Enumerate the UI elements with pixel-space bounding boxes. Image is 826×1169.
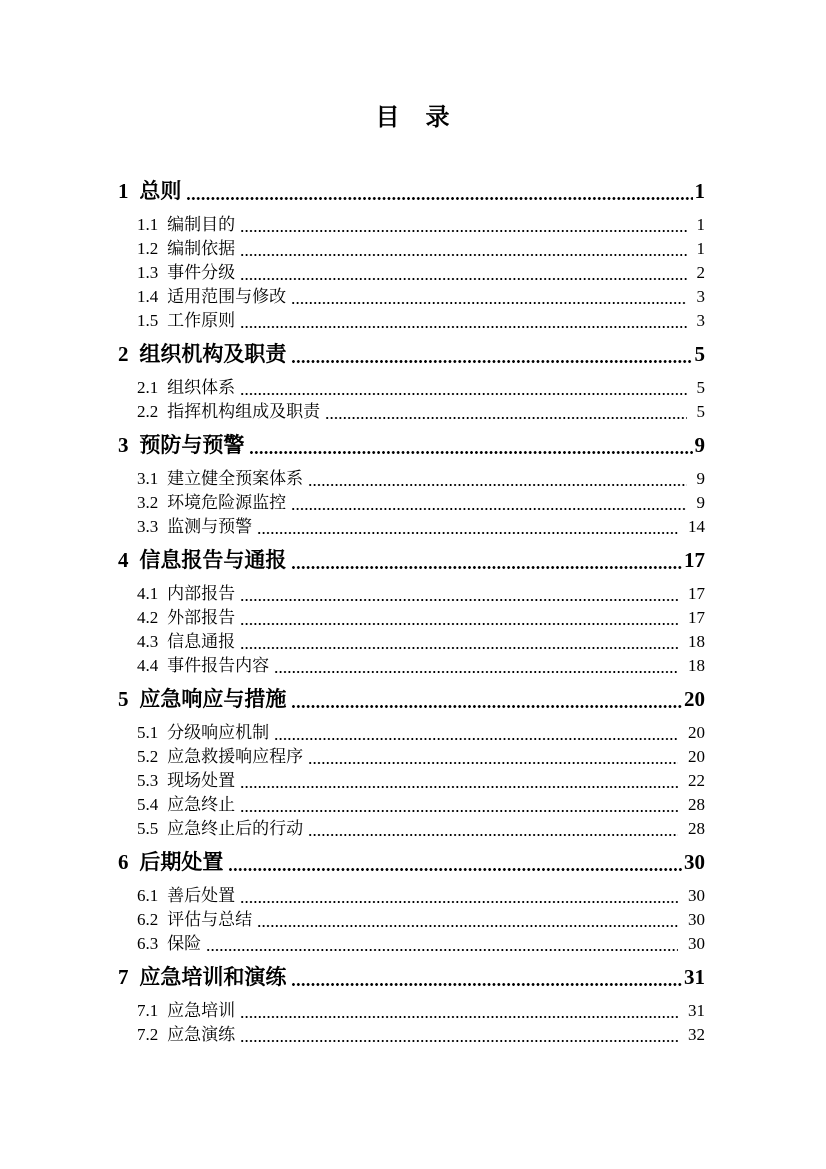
toc-item-number: 5.4	[137, 794, 159, 814]
toc-subentry-row[interactable]	[118, 285, 705, 309]
toc-section-row[interactable]	[118, 178, 705, 205]
dot-leader-icon	[240, 606, 678, 630]
dot-leader-icon	[240, 884, 678, 908]
dot-leader-icon	[274, 721, 678, 745]
toc-item-label: 建立健全预案体系	[167, 468, 304, 488]
toc-item-number: 5	[118, 687, 129, 711]
toc-item-label: 应急培训和演练	[139, 965, 287, 989]
toc-item-label: 监测与预警	[167, 516, 253, 536]
toc-subentry-row[interactable]	[118, 817, 705, 841]
toc-item-label: 现场处置	[167, 770, 236, 790]
toc-item-page: 5	[696, 401, 705, 421]
toc-item-label: 工作原则	[167, 310, 236, 330]
toc-item-page: 18	[688, 631, 705, 651]
dot-leader-icon	[274, 654, 678, 678]
dot-leader-icon	[291, 491, 686, 515]
toc-subentry-row[interactable]	[118, 213, 705, 237]
toc-item-page: 20	[688, 746, 705, 766]
toc-item-label: 总则	[139, 179, 182, 203]
toc-item-number: 2	[118, 342, 129, 366]
toc-item-number: 4.4	[137, 655, 159, 675]
toc-item-number: 3	[118, 433, 129, 457]
toc-item-page: 1	[696, 214, 705, 234]
toc-item-number: 1.5	[137, 310, 159, 330]
toc-item-label: 信息报告与通报	[139, 548, 287, 572]
toc-item-label: 外部报告	[167, 607, 236, 627]
toc-item-label: 应急响应与措施	[139, 687, 287, 711]
toc-item-label: 善后处置	[167, 885, 236, 905]
toc-subentry-row[interactable]	[118, 745, 705, 769]
toc-section-row[interactable]	[118, 964, 705, 991]
toc-subentry-row[interactable]	[118, 261, 705, 285]
toc-item-page: 18	[688, 655, 705, 675]
toc-subentry-row[interactable]	[118, 908, 705, 932]
dot-leader-icon	[291, 285, 686, 309]
toc-item-number: 3.2	[137, 492, 159, 512]
dot-leader-icon	[228, 849, 682, 876]
toc-subentry-row[interactable]	[118, 606, 705, 630]
toc-subentry-row[interactable]	[118, 1023, 705, 1047]
toc-subentry-row[interactable]	[118, 654, 705, 678]
toc-subentry-row[interactable]	[118, 630, 705, 654]
dot-leader-icon	[308, 745, 678, 769]
toc-item-number: 1.3	[137, 262, 159, 282]
toc-item-page: 9	[696, 468, 705, 488]
toc-item-page: 3	[696, 310, 705, 330]
toc-item-label: 事件报告内容	[167, 655, 270, 675]
toc-item-label: 后期处置	[139, 850, 224, 874]
toc-item-number: 5.2	[137, 746, 159, 766]
toc-item-number: 6.3	[137, 933, 159, 953]
toc-item-page: 2	[696, 262, 705, 282]
toc-subentry-row[interactable]	[118, 376, 705, 400]
toc-item-number: 4	[118, 548, 129, 572]
toc-subentry-row[interactable]	[118, 491, 705, 515]
toc-item-number: 1.2	[137, 238, 159, 258]
toc-item-page: 3	[696, 286, 705, 306]
toc-item-page: 14	[688, 516, 705, 536]
toc-item-page: 31	[688, 1000, 705, 1020]
toc-item-label: 组织机构及职责	[139, 342, 287, 366]
dot-leader-icon	[308, 817, 678, 841]
toc-item-number: 6.2	[137, 909, 159, 929]
toc-item-number: 6	[118, 850, 129, 874]
dot-leader-icon	[291, 686, 682, 713]
toc-subentry-row[interactable]	[118, 884, 705, 908]
toc-item-page: 17	[688, 607, 705, 627]
toc-item-page: 28	[688, 818, 705, 838]
toc-item-number: 6.1	[137, 885, 159, 905]
toc-item-label: 编制目的	[167, 214, 236, 234]
toc-item-label: 指挥机构组成及职责	[167, 401, 321, 421]
toc-item-label: 应急演练	[167, 1024, 236, 1044]
toc-section-row[interactable]	[118, 547, 705, 574]
toc-item-number: 4.1	[137, 583, 159, 603]
toc-list	[118, 178, 705, 1047]
toc-section-row[interactable]	[118, 849, 705, 876]
toc-item-label: 内部报告	[167, 583, 236, 603]
toc-item-page: 5	[696, 377, 705, 397]
toc-item-label: 信息通报	[167, 631, 236, 651]
toc-item-number: 4.3	[137, 631, 159, 651]
toc-item-page: 22	[688, 770, 705, 790]
toc-subentry-row[interactable]	[118, 400, 705, 424]
toc-item-number: 7.1	[137, 1000, 159, 1020]
toc-subentry-row[interactable]	[118, 721, 705, 745]
toc-item-page: 5	[694, 342, 705, 366]
toc-item-label: 应急终止	[167, 794, 236, 814]
dot-leader-icon	[240, 261, 686, 285]
dot-leader-icon	[291, 547, 682, 574]
dot-leader-icon	[240, 630, 678, 654]
toc-item-label: 适用范围与修改	[167, 286, 287, 306]
toc-item-label: 应急终止后的行动	[167, 818, 304, 838]
toc-item-label: 组织体系	[167, 377, 236, 397]
dot-leader-icon	[206, 932, 678, 956]
toc-subentry-row[interactable]	[118, 309, 705, 333]
toc-item-page: 30	[688, 909, 705, 929]
toc-item-label: 环境危险源监控	[167, 492, 287, 512]
dot-leader-icon	[325, 400, 686, 424]
toc-subentry-row[interactable]	[118, 582, 705, 606]
toc-item-label: 预防与预警	[139, 433, 245, 457]
dot-leader-icon	[240, 1023, 678, 1047]
toc-item-page: 1	[696, 238, 705, 258]
toc-item-number: 7.2	[137, 1024, 159, 1044]
toc-item-number: 2.2	[137, 401, 159, 421]
toc-item-page: 17	[688, 583, 705, 603]
toc-item-page: 1	[694, 179, 705, 203]
toc-item-number: 1	[118, 179, 129, 203]
toc-subentry-row[interactable]	[118, 467, 705, 491]
toc-item-page: 30	[688, 933, 705, 953]
toc-item-number: 7	[118, 965, 129, 989]
toc-item-label: 评估与总结	[167, 909, 253, 929]
toc-item-page: 30	[688, 885, 705, 905]
toc-item-number: 1.1	[137, 214, 159, 234]
toc-item-number: 1.4	[137, 286, 159, 306]
dot-leader-icon	[291, 341, 692, 368]
toc-item-number: 2.1	[137, 377, 159, 397]
dot-leader-icon	[240, 376, 686, 400]
toc-item-page: 20	[684, 687, 705, 711]
toc-item-number: 4.2	[137, 607, 159, 627]
dot-leader-icon	[240, 237, 686, 261]
toc-item-number: 3.1	[137, 468, 159, 488]
dot-leader-icon	[240, 769, 678, 793]
dot-leader-icon	[240, 999, 678, 1023]
toc-item-page: 32	[688, 1024, 705, 1044]
dot-leader-icon	[291, 964, 682, 991]
dot-leader-icon	[308, 467, 686, 491]
dot-leader-icon	[240, 213, 686, 237]
toc-subentry-row[interactable]	[118, 932, 705, 956]
dot-leader-icon	[240, 582, 678, 606]
toc-subentry-row[interactable]	[118, 237, 705, 261]
toc-item-label: 分级响应机制	[167, 722, 270, 742]
toc-section-row[interactable]	[118, 686, 705, 713]
toc-item-label: 应急培训	[167, 1000, 236, 1020]
toc-item-label: 事件分级	[167, 262, 236, 282]
toc-subentry-row[interactable]	[118, 999, 705, 1023]
toc-item-number: 5.5	[137, 818, 159, 838]
toc-item-number: 5.3	[137, 770, 159, 790]
dot-leader-icon	[186, 178, 692, 205]
toc-item-page: 9	[696, 492, 705, 512]
page-title: 目 录	[375, 105, 451, 131]
toc-item-page: 30	[684, 850, 705, 874]
toc-item-page: 31	[684, 965, 705, 989]
dot-leader-icon	[249, 432, 692, 459]
toc-section-row[interactable]	[118, 341, 705, 368]
toc-item-page: 28	[688, 794, 705, 814]
toc-item-number: 3.3	[137, 516, 159, 536]
toc-item-number: 5.1	[137, 722, 159, 742]
toc-item-label: 编制依据	[167, 238, 236, 258]
dot-leader-icon	[240, 309, 686, 333]
toc-subentry-row[interactable]	[118, 769, 705, 793]
toc-item-label: 保险	[167, 933, 202, 953]
toc-item-page: 17	[684, 548, 705, 572]
dot-leader-icon	[257, 908, 678, 932]
toc-section-row[interactable]	[118, 432, 705, 459]
toc-item-page: 20	[688, 722, 705, 742]
toc-item-label: 应急救援响应程序	[167, 746, 304, 766]
toc-item-page: 9	[694, 433, 705, 457]
toc-subentry-row[interactable]	[118, 793, 705, 817]
toc-subentry-row[interactable]	[118, 515, 705, 539]
dot-leader-icon	[240, 793, 678, 817]
dot-leader-icon	[257, 515, 678, 539]
